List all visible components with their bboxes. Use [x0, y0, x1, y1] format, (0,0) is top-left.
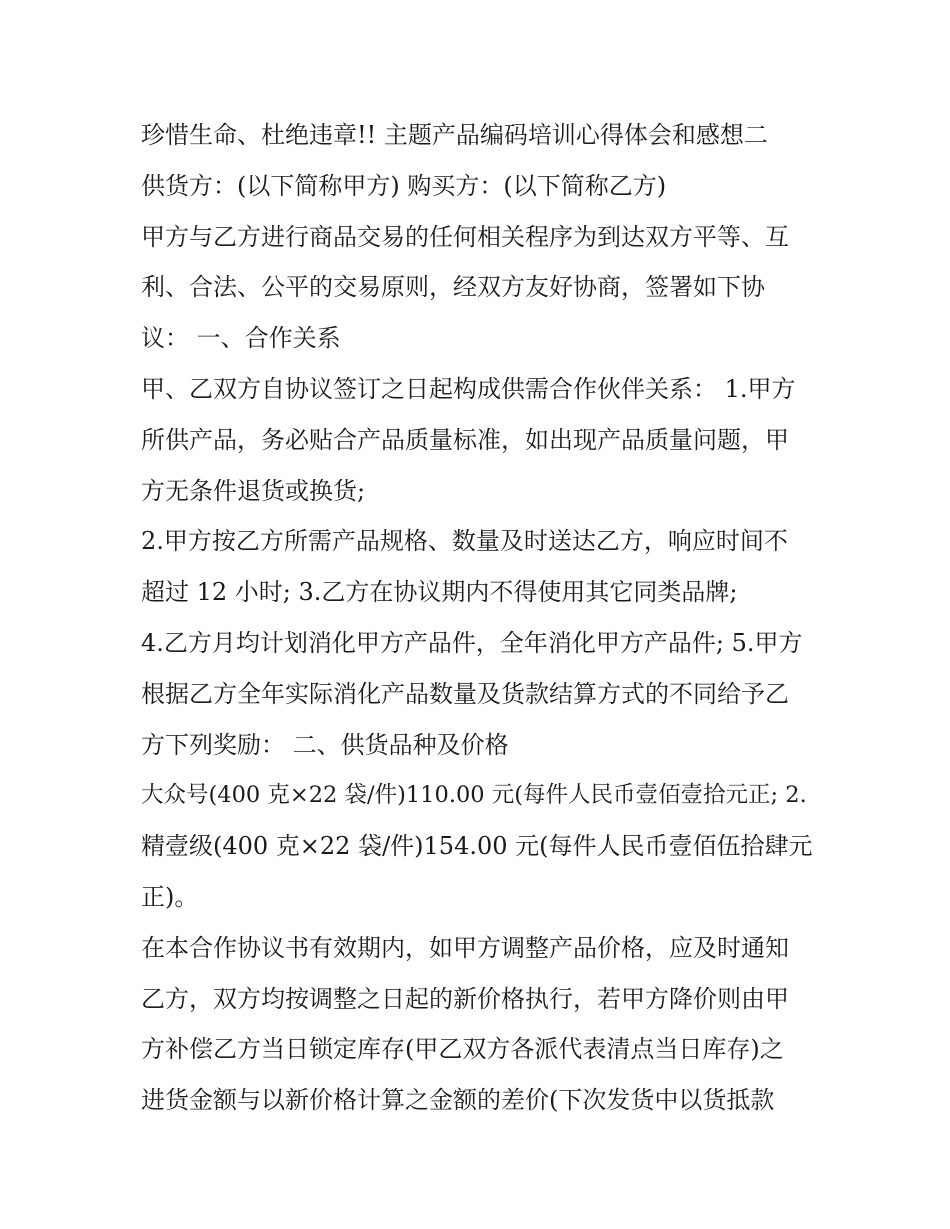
text-line: 供货方：(以下简称甲方) 购买方：(以下简称乙方)	[141, 171, 667, 200]
text-line: 方下列奖励： 二、供货品种及价格	[141, 730, 509, 759]
document-body	[141, 110, 821, 1126]
text-line: 方无条件退货或换货;	[141, 476, 366, 505]
text-line: 4.乙方月均计划消化甲方产品件，全年消化甲方产品件; 5.甲方	[141, 628, 803, 657]
text-line: 超过 12 小时; 3.乙方在协议期内不得使用其它同类品牌;	[141, 578, 738, 607]
text-line: 进货金额与以新价格计算之金额的差价(下次发货中以货抵款	[141, 1086, 775, 1115]
text-line: 甲、乙双方自协议签订之日起构成供需合作伙伴关系： 1.甲方	[141, 374, 796, 403]
text-line: 根据乙方全年实际消化产品数量及货款结算方式的不同给予乙	[141, 679, 789, 708]
text-line: 利、合法、公平的交易原则，经双方友好协商，签署如下协	[141, 273, 765, 302]
text-line: 所供产品，务必贴合产品质量标准，如出现产品质量问题，甲	[141, 425, 789, 454]
text-line: 方补偿乙方当日锁定库存(甲乙双方各派代表清点当日库存)之	[141, 1035, 784, 1064]
text-line: 在本合作协议书有效期内，如甲方调整产品价格，应及时通知	[141, 933, 789, 962]
text-line: 乙方，双方均按调整之日起的新价格执行，若甲方降价则由甲	[141, 984, 789, 1013]
text-line: 甲方与乙方进行商品交易的任何相关程序为到达双方平等、互	[141, 222, 789, 251]
text-line: 正)。	[141, 882, 199, 911]
text-line: 大众号(400 克×22 袋/件)110.00 元(每件人民币壹佰壹拾元正; 2.	[141, 782, 807, 809]
text-line: 珍惜生命、杜绝违章!! 主题产品编码培训心得体会和感想二	[141, 121, 768, 149]
text-line: 精壹级(400 克×22 袋/件)154.00 元(每件人民币壹佰伍拾肆元	[141, 832, 813, 861]
text-line: 议： 一、合作关系	[141, 324, 341, 353]
text-line: 2.甲方按乙方所需产品规格、数量及时送达乙方，响应时间不	[141, 527, 788, 556]
